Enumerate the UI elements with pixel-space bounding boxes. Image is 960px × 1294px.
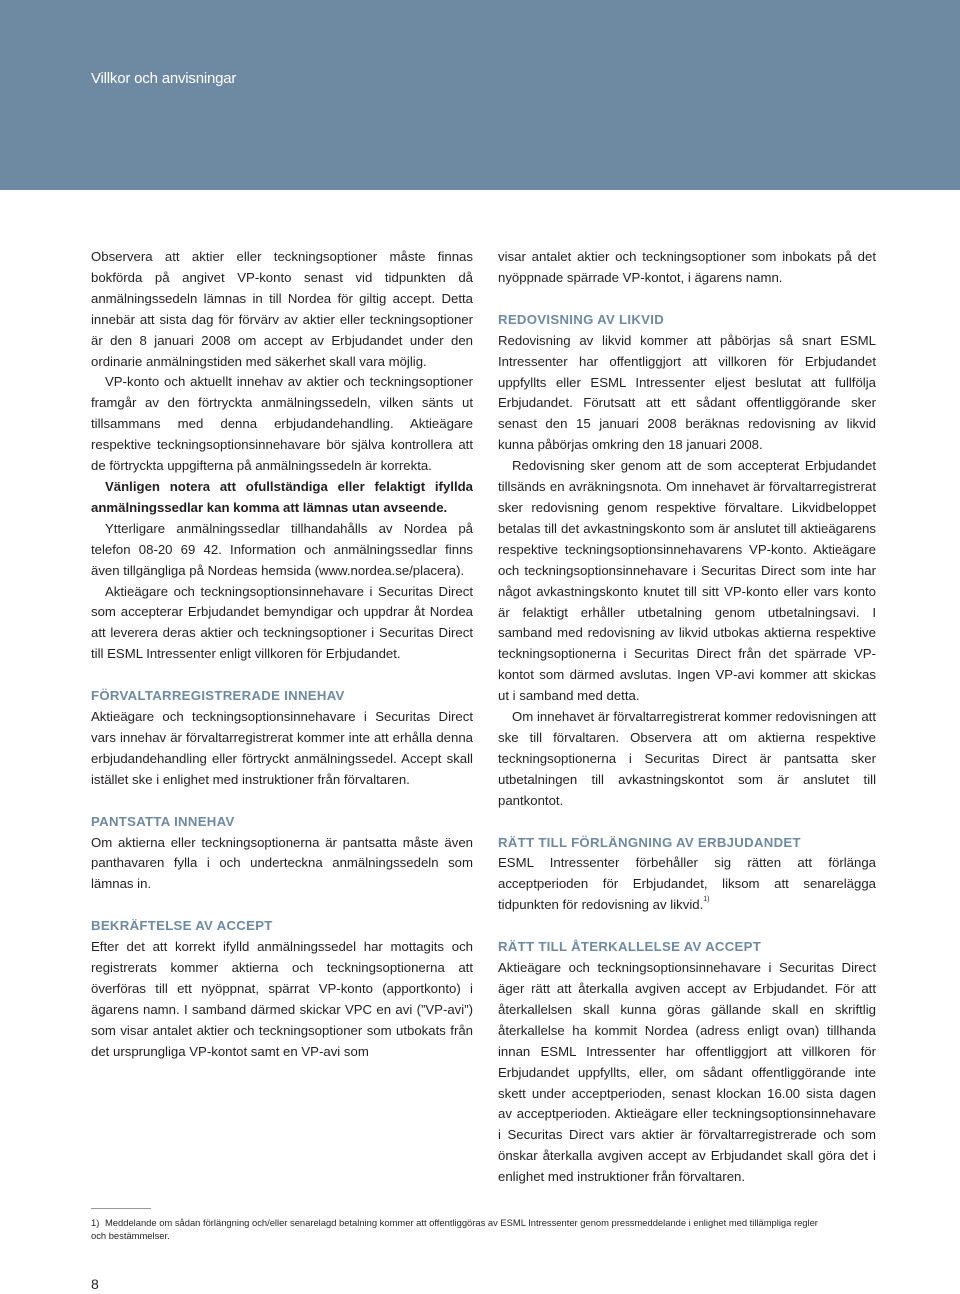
- paragraph: visar antalet aktier och teckningsoptioner som inbokats på det nyöppnade spärrade VP-kontot, i ägarens namn.: [498, 249, 876, 285]
- paragraph: VP-konto och aktuellt innehav av aktier och teckningsoptioner framgår av den förtryckta anmälningssedeln, vilken sänts ut tillsammans med denna erbjudandehandling. Aktieägare respektive teckningsoptionsinnehavare bör själva kontrollera att de förtryckta uppgifterna på anmälningssedeln är korrekta.: [91, 374, 473, 474]
- heading-redovisning: REDOVISNING AV LIKVID: [498, 311, 665, 327]
- paragraph: Redovisning av likvid kommer att påbörjas så snart ESML Intressenter har offentliggjort att villkoren för Erbjudandet uppfyllts eller ESML Intressenter eljest beslutat att fullfölja Erbjudandet. Förutsatt att ett sådant offentliggörande sker senast den 15 januari 2008 beräknas redovisning av likvid kunna påbörjas omkring den 18 januari 2008.: [498, 332, 876, 453]
- paragraph: Ytterligare anmälningssedlar tillhandahålls av Nordea på telefon 08-20 69 42. Information och anmälningssedlar finns även tillgängliga på Nordeas hemsida (www.nordea.se/placera).: [91, 520, 473, 578]
- heading-aterkallelse: RÄTT TILL ÅTERKALLELSE AV ACCEPT: [498, 939, 762, 955]
- paragraph-text: ESML Intressenter förbehåller sig rätten att förlänga acceptperioden för Erbjudandet, liksom att senarelägga tidpunkten för redovisning av likvid.: [498, 855, 876, 913]
- paragraph: Aktieägare och teckningsoptionsinnehavare i Securitas Direct vars innehav är förvaltarregistrerat kommer inte att erhålla denna erbjudandehandling eller förtryckt anmälningssedel. Accept skall istället ske i enlighet med instruktioner från förvaltaren.: [91, 709, 473, 787]
- heading-forlangning: RÄTT TILL FÖRLÄNGNING AV ERBJUDANDET: [498, 834, 801, 850]
- section-title: Villkor och anvisningar: [91, 70, 237, 87]
- heading-bekraftelse: BEKRÄFTELSE AV ACCEPT: [91, 918, 273, 934]
- footnote-ref: 1): [703, 896, 710, 904]
- paragraph: Redovisning sker genom att de som accepterat Erbjudandet tillsänds en avräkningsnota. Om innehavet är förvaltarregistrerat sker redovisning genom respektive förvaltare. Likvidbeloppet betalas till det avkastningskonto som är anslutet till aktieägarens respektive teckningsoptionsinnehavarens VP-konto. Aktieägare och teckningsoptionsinnehavare i Securitas Direct som inte har något avkastningskonto knutet till sitt VP-konto eller vars konto är felaktigt erhåller utbetalning genom utbetalningsavi. I samband med redovisning av likvid utbokas aktierna respektive teckningsoptionerna i Securitas Direct från det spärrade VP-kontot som därmed avslutas. Ingen VP-avi kommer att skickas ut i samband med detta.: [498, 458, 876, 704]
- footnote-number: 1): [91, 1217, 100, 1228]
- footnote: [91, 1216, 831, 1242]
- header-banner: [0, 0, 960, 190]
- paragraph: Observera att aktier eller teckningsoptioner måste finnas bokförda på angivet VP-konto senast vid tidpunkten då anmälningssedeln lämnas in till Nordea för giltig accept. Detta innebär att sista dag för förvärv av aktier eller teckningsoptioner är den 8 januari 2008 om accept av Erbjudandet under den ordinarie anmälningstiden med säkerhet skall vara möjlig.: [91, 249, 473, 369]
- paragraph: [498, 853, 876, 916]
- paragraph: Efter det att korrekt ifylld anmälningssedel har mottagits och registrerats kommer aktierna och teckningsoptionerna att överföras till ett nyöppnat, spärrat VP-konto (apportkonto) i ägarens namn. I samband därmed skickar VPC en avi (”VP-avi”) som visar antalet aktier och teckningsoptioner som utbokats från det ursprungliga VP-kontot samt en VP-avi som: [91, 939, 473, 1059]
- paragraph: Om innehavet är förvaltarregistrerat kommer redovisningen att ske till förvaltaren. Observera att om aktierna respektive teckningsoptionerna i Securitas Direct är pantsatta sker utbetalningen till avkastningskontot som är anslutet till pantkontot.: [498, 709, 876, 808]
- heading-pantsatta: PANTSATTA INNEHAV: [91, 813, 235, 829]
- paragraph: Aktieägare och teckningsoptionsinnehavare i Securitas Direct som accepterar Erbjudandet bemyndigar och uppdrar åt Nordea att leverera deras aktier och teckningsoptioner i Securitas Direct till ESML Intressenter enligt villkoren för Erbjudandet.: [91, 583, 473, 662]
- right-column: [498, 247, 876, 1188]
- footnote-divider: [91, 1208, 151, 1209]
- left-column: [91, 247, 473, 1063]
- paragraph: Aktieägare och teckningsoptionsinnehavare i Securitas Direct äger rätt att återkalla avgiven accept av Erbjudandet. För att återkallelsen skall kunna göras gällande skall en skriftlig återkallelse ha kommit Nordea (adress enligt ovan) tillhanda innan ESML Intressenter har offentliggjort att villkoren för Erbjudandet uppfyllts, eller, om sådant offentliggörande inte skett under acceptperioden, senast klockan 16.00 sista dagen av acceptperioden. Aktieägare eller teckningsoptionsinnehavare i Securitas Direct vars aktier är förvaltarregistrerade och som önskar återkalla avgiven accept av Erbjudandet skall göra det i enlighet med instruktioner från förvaltaren.: [498, 960, 876, 1185]
- footnote-text: Meddelande om sådan förlängning och/eller senarelagd betalning kommer att offentliggöras av ESML Intressenter genom pressmeddelande i enlighet med tillämpliga regler och bestämmelser.: [91, 1217, 818, 1241]
- bold-notice: Vänligen notera att ofullständiga eller felaktigt ifyllda anmälningssedlar kan komma att lämnas utan avseende.: [91, 478, 473, 515]
- page-number: 8: [91, 1276, 99, 1292]
- paragraph: Om aktierna eller teckningsoptionerna är pantsatta måste även panthavaren fylla i och underteckna anmälningssedeln som lämnas in.: [91, 834, 473, 892]
- heading-forvaltarregistrerade: FÖRVALTARREGISTRERADE INNEHAV: [91, 688, 345, 704]
